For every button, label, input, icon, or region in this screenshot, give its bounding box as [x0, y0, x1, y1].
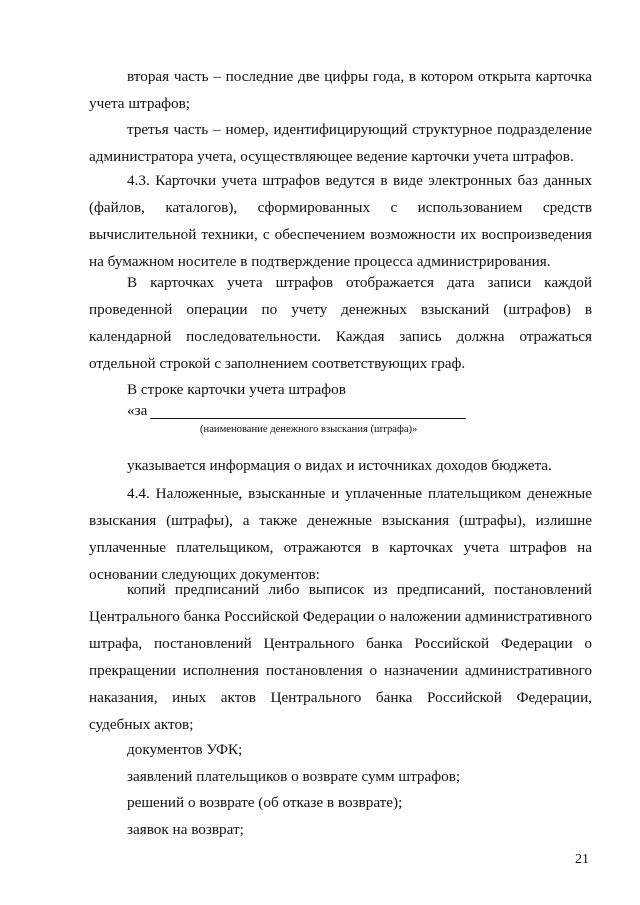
- fill-in-caption: (наименование денежного взыскания (штрафа)»: [200, 424, 418, 435]
- paragraph-third-part: третья часть – номер, идентифицирующий структурное подразделение администратора учета, осуществляющее ведение карточки учета штрафов.: [89, 121, 592, 165]
- paragraph-second-part: вторая часть – последние две цифры года, в котором открыта карточка учета штрафов;: [89, 68, 592, 112]
- line-za: «за: [127, 402, 148, 419]
- list-item-ufk-documents: документов УФК;: [127, 741, 243, 758]
- paragraph-4-3: 4.3. Карточки учета штрафов ведутся в виде электронных баз данных (файлов, каталогов), сформированных с использованием средств вычислительной техники, с обеспечением возможности их воспроизведения на бумажном носителе в подтверждение процесса администрирования.: [89, 172, 592, 270]
- list-item-refund-requests: заявок на возврат;: [127, 821, 244, 838]
- paragraph-4-4: 4.4. Наложенные, взысканные и уплаченные плательщиком денежные взыскания (штрафы), а также денежные взыскания (штрафы), излишне уплаченные плательщиком, отражаются в карточках учета штрафов на основании следующих документов:: [89, 485, 592, 583]
- page-number: 21: [575, 852, 589, 867]
- line-card-row: В строке карточки учета штрафов: [127, 381, 346, 398]
- list-item-refund-decisions: решений о возврате (об отказе в возврате);: [127, 794, 403, 811]
- paragraph-copies: копий предписаний либо выписок из предписаний, постановлений Центрального банка Российской Федерации о наложении административного штрафа, постановлений Центрального банка Российской Федерации о прекращении исполнения постановления о назначении административного наказания, иных актов Центрального банка Российской Федерации, судебных актов;: [89, 581, 592, 733]
- paragraph-card-dates: В карточках учета штрафов отображается дата записи каждой проведенной операции по учету денежных взысканий (штрафов) в календарной последовательности. Каждая запись должна отражаться отдельной строкой с заполнением соответствующих граф.: [89, 274, 592, 372]
- list-item-payer-applications: заявлений плательщиков о возврате сумм штрафов;: [127, 768, 461, 785]
- line-budget-info: указывается информация о видах и источниках доходов бюджета.: [127, 457, 552, 474]
- fill-in-underline: [150, 418, 466, 419]
